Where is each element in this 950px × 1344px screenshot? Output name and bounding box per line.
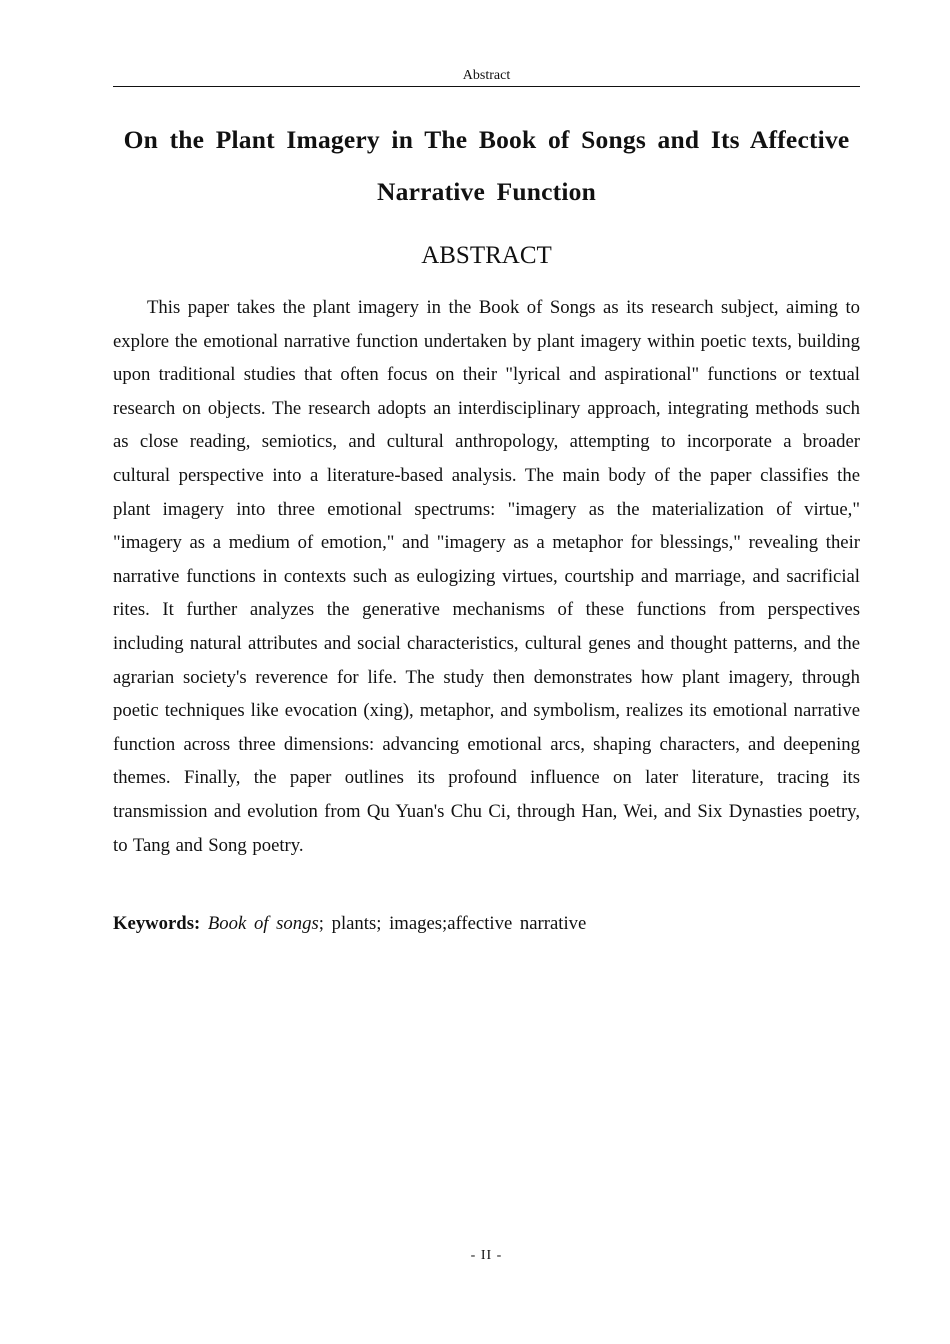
keywords-line (113, 909, 860, 939)
keywords-label: Keywords: (113, 913, 201, 934)
keyword-book-of-songs: Book of songs (207, 913, 319, 934)
page-number: - II - (470, 1248, 503, 1263)
keywords-rest: ; plants; images;affective narrative (318, 913, 587, 934)
paper-title: On the Plant Imagery in The Book of Songs and Its Affective Narrative Function (123, 125, 850, 206)
header-rule (113, 86, 860, 87)
abstract-heading: ABSTRACT (421, 242, 552, 269)
abstract-body: This paper takes the plant imagery in the Book of Songs as its research subject, aiming to explore the emotional narrative function undertaken by plant imagery within poetic texts, building upon traditional studies that often focus on their "lyrical and aspirational" functions or textual research on objects. The research adopts an interdisciplinary approach, integrating methods such as close reading, semiotics, and cultural anthropology, attempting to incorporate a broader cultural perspective into a literature-based analysis. The main body of the paper classifies the plant imagery into three emotional spectrums: "imagery as the materialization of virtue," "imagery as a medium of emotion," and "imagery as a metaphor for blessings," revealing their narrative functions in contexts such as eulogizing virtues, courtship and marriage, and sacrificial rites. It further analyzes the generative mechanisms of these functions from perspectives including natural attributes and social characteristics, cultural genes and thought patterns, and the agrarian society's reverence for life. The study then demonstrates how plant imagery, through poetic techniques like evocation (xing), metaphor, and symbolism, realizes its emotional narrative function across three dimensions: advancing emotional arcs, shaping characters, and deepening themes. Finally, the paper outlines its profound influence on later literature, tracing its transmission and evolution from Qu Yuan's Chu Ci, through Han, Wei, and Six Dynasties poetry, to Tang and Song poetry. (113, 297, 860, 856)
running-header: Abstract (462, 68, 511, 83)
